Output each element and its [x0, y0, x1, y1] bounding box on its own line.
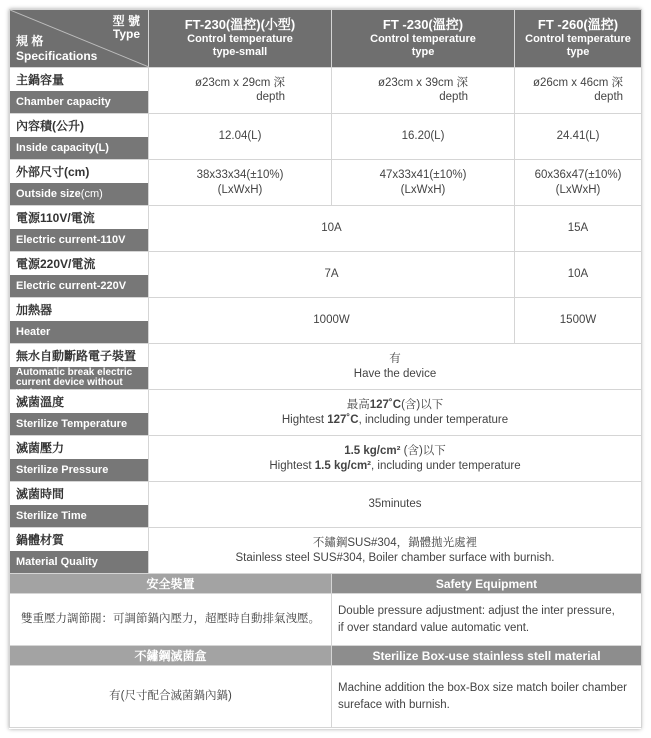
value-line: (LxWxH) — [400, 183, 446, 196]
model-name: FT-230(溫控)(小型) — [184, 17, 296, 33]
row-label — [10, 160, 149, 206]
label-en: Electric current-220V — [10, 275, 148, 297]
model-name: FT -230(溫控) — [382, 17, 464, 33]
value-cell: 10A — [149, 206, 515, 252]
type-label-en: Type — [112, 27, 140, 42]
value-line: 60x36x47(±10%) — [534, 168, 622, 181]
text-part: (含)以下 — [400, 444, 446, 457]
label-zh: 內容積(公升) — [10, 114, 148, 137]
row-safety-desc — [10, 594, 642, 646]
label-en-line: current device without — [16, 377, 123, 388]
value-line: 不鏽鋼SUS#304，鍋體拋光處裡 — [312, 536, 478, 549]
row-outside-size — [10, 160, 642, 206]
value-cell: 35minutes — [149, 482, 642, 528]
safety-header-zh: 安全裝置 — [10, 574, 332, 594]
model-sub-1: Control temperature — [370, 33, 476, 46]
text-part: (含)以下 — [401, 398, 444, 411]
label-en-line: Automatic break electric — [16, 367, 133, 378]
row-current-110v — [10, 206, 642, 252]
value-cell: 7A — [149, 252, 515, 298]
label-en: Sterilize Pressure — [10, 459, 148, 481]
desc-line: sureface with burnish. — [338, 698, 450, 711]
row-sterilize-temperature — [10, 390, 642, 436]
label-zh: 主鍋容量 — [10, 68, 148, 91]
header-row — [10, 10, 642, 68]
label-en: Sterilize Time — [10, 505, 148, 527]
spec-table — [9, 9, 642, 728]
value-cell: 12.04(L) — [149, 114, 332, 160]
box-header-zh: 不鏽鋼滅菌盒 — [10, 646, 332, 666]
value-line: depth — [439, 90, 469, 103]
value-line — [149, 413, 641, 428]
spec-label-zh: 規 格 — [16, 34, 44, 49]
box-desc-zh: 有(尺寸配合滅菌鍋內鍋) — [10, 666, 332, 728]
value-line: 38x33x34(±10%) — [196, 168, 284, 181]
text-part: Hightest — [281, 413, 328, 426]
text-bold: 127˚C — [327, 413, 359, 426]
model-sub-2: type — [411, 45, 435, 58]
value-cell — [149, 160, 332, 206]
label-zh: 滅菌時間 — [10, 482, 148, 505]
value-cell — [515, 160, 642, 206]
box-header-en: Sterilize Box-use stainless stell material — [332, 646, 642, 666]
value-cell: 16.20(L) — [332, 114, 515, 160]
desc-line: Double pressure adjustment: adjust the inter pressure, — [338, 604, 615, 617]
label-en: Inside capacity(L) — [10, 137, 148, 159]
text-part: , including under temperature — [371, 459, 521, 472]
text-bold: 127˚C — [369, 398, 402, 411]
value-line: 有 — [389, 352, 401, 365]
label-zh: 無水自動斷路電子裝置 — [10, 344, 148, 367]
row-material-quality — [10, 528, 642, 574]
row-box-header — [10, 646, 642, 666]
value-cell: 10A — [515, 252, 642, 298]
text-bold: 1.5 kg/cm² — [344, 444, 401, 457]
row-label — [10, 528, 149, 574]
row-sterilize-pressure — [10, 436, 642, 482]
row-sterilize-time — [10, 482, 642, 528]
label-zh: 滅菌溫度 — [10, 390, 148, 413]
value-cell — [149, 344, 642, 390]
type-label — [113, 15, 140, 41]
row-label — [10, 390, 149, 436]
row-label — [10, 344, 149, 390]
safety-header-en: Safety Equipment — [332, 574, 642, 594]
value-line: (LxWxH) — [217, 183, 263, 196]
label-zh: 外部尺寸(cm) — [10, 160, 148, 183]
model-sub-1: Control temperature — [187, 33, 293, 46]
value-line — [149, 459, 641, 474]
row-heater — [10, 298, 642, 344]
value-line: depth — [594, 90, 624, 103]
desc-line: if over standard value automatic vent. — [338, 621, 530, 634]
label-zh: 加熱器 — [10, 298, 148, 321]
label-en: Material Quality — [10, 551, 148, 573]
desc-line: Machine addition the box-Box size match boiler chamber — [338, 681, 627, 694]
row-label — [10, 482, 149, 528]
value-cell — [149, 436, 642, 482]
text-part: , including under temperature — [358, 413, 509, 426]
value-cell — [149, 390, 642, 436]
value-line: ø26cm x 46cm 深 — [532, 76, 624, 89]
row-label — [10, 436, 149, 482]
label-en — [10, 367, 148, 389]
model-header-ft260 — [515, 10, 642, 68]
row-current-220v — [10, 252, 642, 298]
safety-desc-en — [332, 594, 642, 646]
label-zh: 電源220V/電流 — [10, 252, 148, 275]
value-line — [149, 398, 641, 413]
value-cell — [515, 68, 642, 114]
row-safety-header — [10, 574, 642, 594]
label-zh: 滅菌壓力 — [10, 436, 148, 459]
spec-label-en: Specifications — [16, 48, 98, 63]
label-en: Electric current-110V — [10, 229, 148, 251]
spec-sheet — [9, 9, 641, 729]
row-label — [10, 252, 149, 298]
label-en: Heater — [10, 321, 148, 343]
model-name: FT -260(溫控) — [537, 17, 619, 33]
model-sub-1: Control temperature — [525, 33, 631, 46]
label-en: Chamber capacity — [10, 91, 148, 113]
value-cell — [332, 160, 515, 206]
model-header-ft230 — [332, 10, 515, 68]
box-desc-en — [332, 666, 642, 728]
row-label — [10, 114, 149, 160]
model-sub-2: type — [566, 45, 590, 58]
value-cell: 24.41(L) — [515, 114, 642, 160]
label-en-text: Outside size — [16, 188, 81, 200]
value-line: (LxWxH) — [555, 183, 601, 196]
row-label — [10, 206, 149, 252]
row-inside-capacity — [10, 114, 642, 160]
row-auto-break — [10, 344, 642, 390]
value-line: Have the device — [353, 367, 437, 380]
corner-cell — [10, 10, 149, 68]
type-label-zh: 型 號 — [112, 14, 140, 28]
row-label — [10, 68, 149, 114]
row-label — [10, 298, 149, 344]
value-cell: 1000W — [149, 298, 515, 344]
spec-label — [16, 34, 97, 63]
value-cell: 1500W — [515, 298, 642, 344]
text-part: 最高 — [346, 398, 370, 411]
row-box-desc — [10, 666, 642, 728]
value-cell — [332, 68, 515, 114]
value-line: ø23cm x 29cm 深 — [194, 76, 286, 89]
label-en: Sterilize Temperature — [10, 413, 148, 435]
value-line: 47x33x41(±10%) — [379, 168, 467, 181]
value-line: depth — [256, 90, 286, 103]
value-cell: 15A — [515, 206, 642, 252]
row-chamber-capacity — [10, 68, 642, 114]
value-cell — [149, 68, 332, 114]
label-en — [10, 183, 148, 205]
value-line — [149, 444, 641, 459]
text-bold: 1.5 kg/cm² — [314, 459, 372, 472]
model-sub-2: type-small — [212, 45, 268, 58]
text-part: Hightest — [269, 459, 315, 472]
value-cell — [149, 528, 642, 574]
model-header-ft230-small — [149, 10, 332, 68]
label-zh: 鍋體材質 — [10, 528, 148, 551]
value-line: Stainless steel SUS#304, Boiler chamber surface with burnish. — [235, 551, 555, 564]
safety-desc-zh: 雙重壓力調節閥：可調節鍋內壓力，超壓時自動排氣洩壓。 — [10, 594, 332, 646]
label-en-unit: (cm) — [80, 188, 103, 200]
value-line: ø23cm x 39cm 深 — [377, 76, 469, 89]
label-zh: 電源110V/電流 — [10, 206, 148, 229]
